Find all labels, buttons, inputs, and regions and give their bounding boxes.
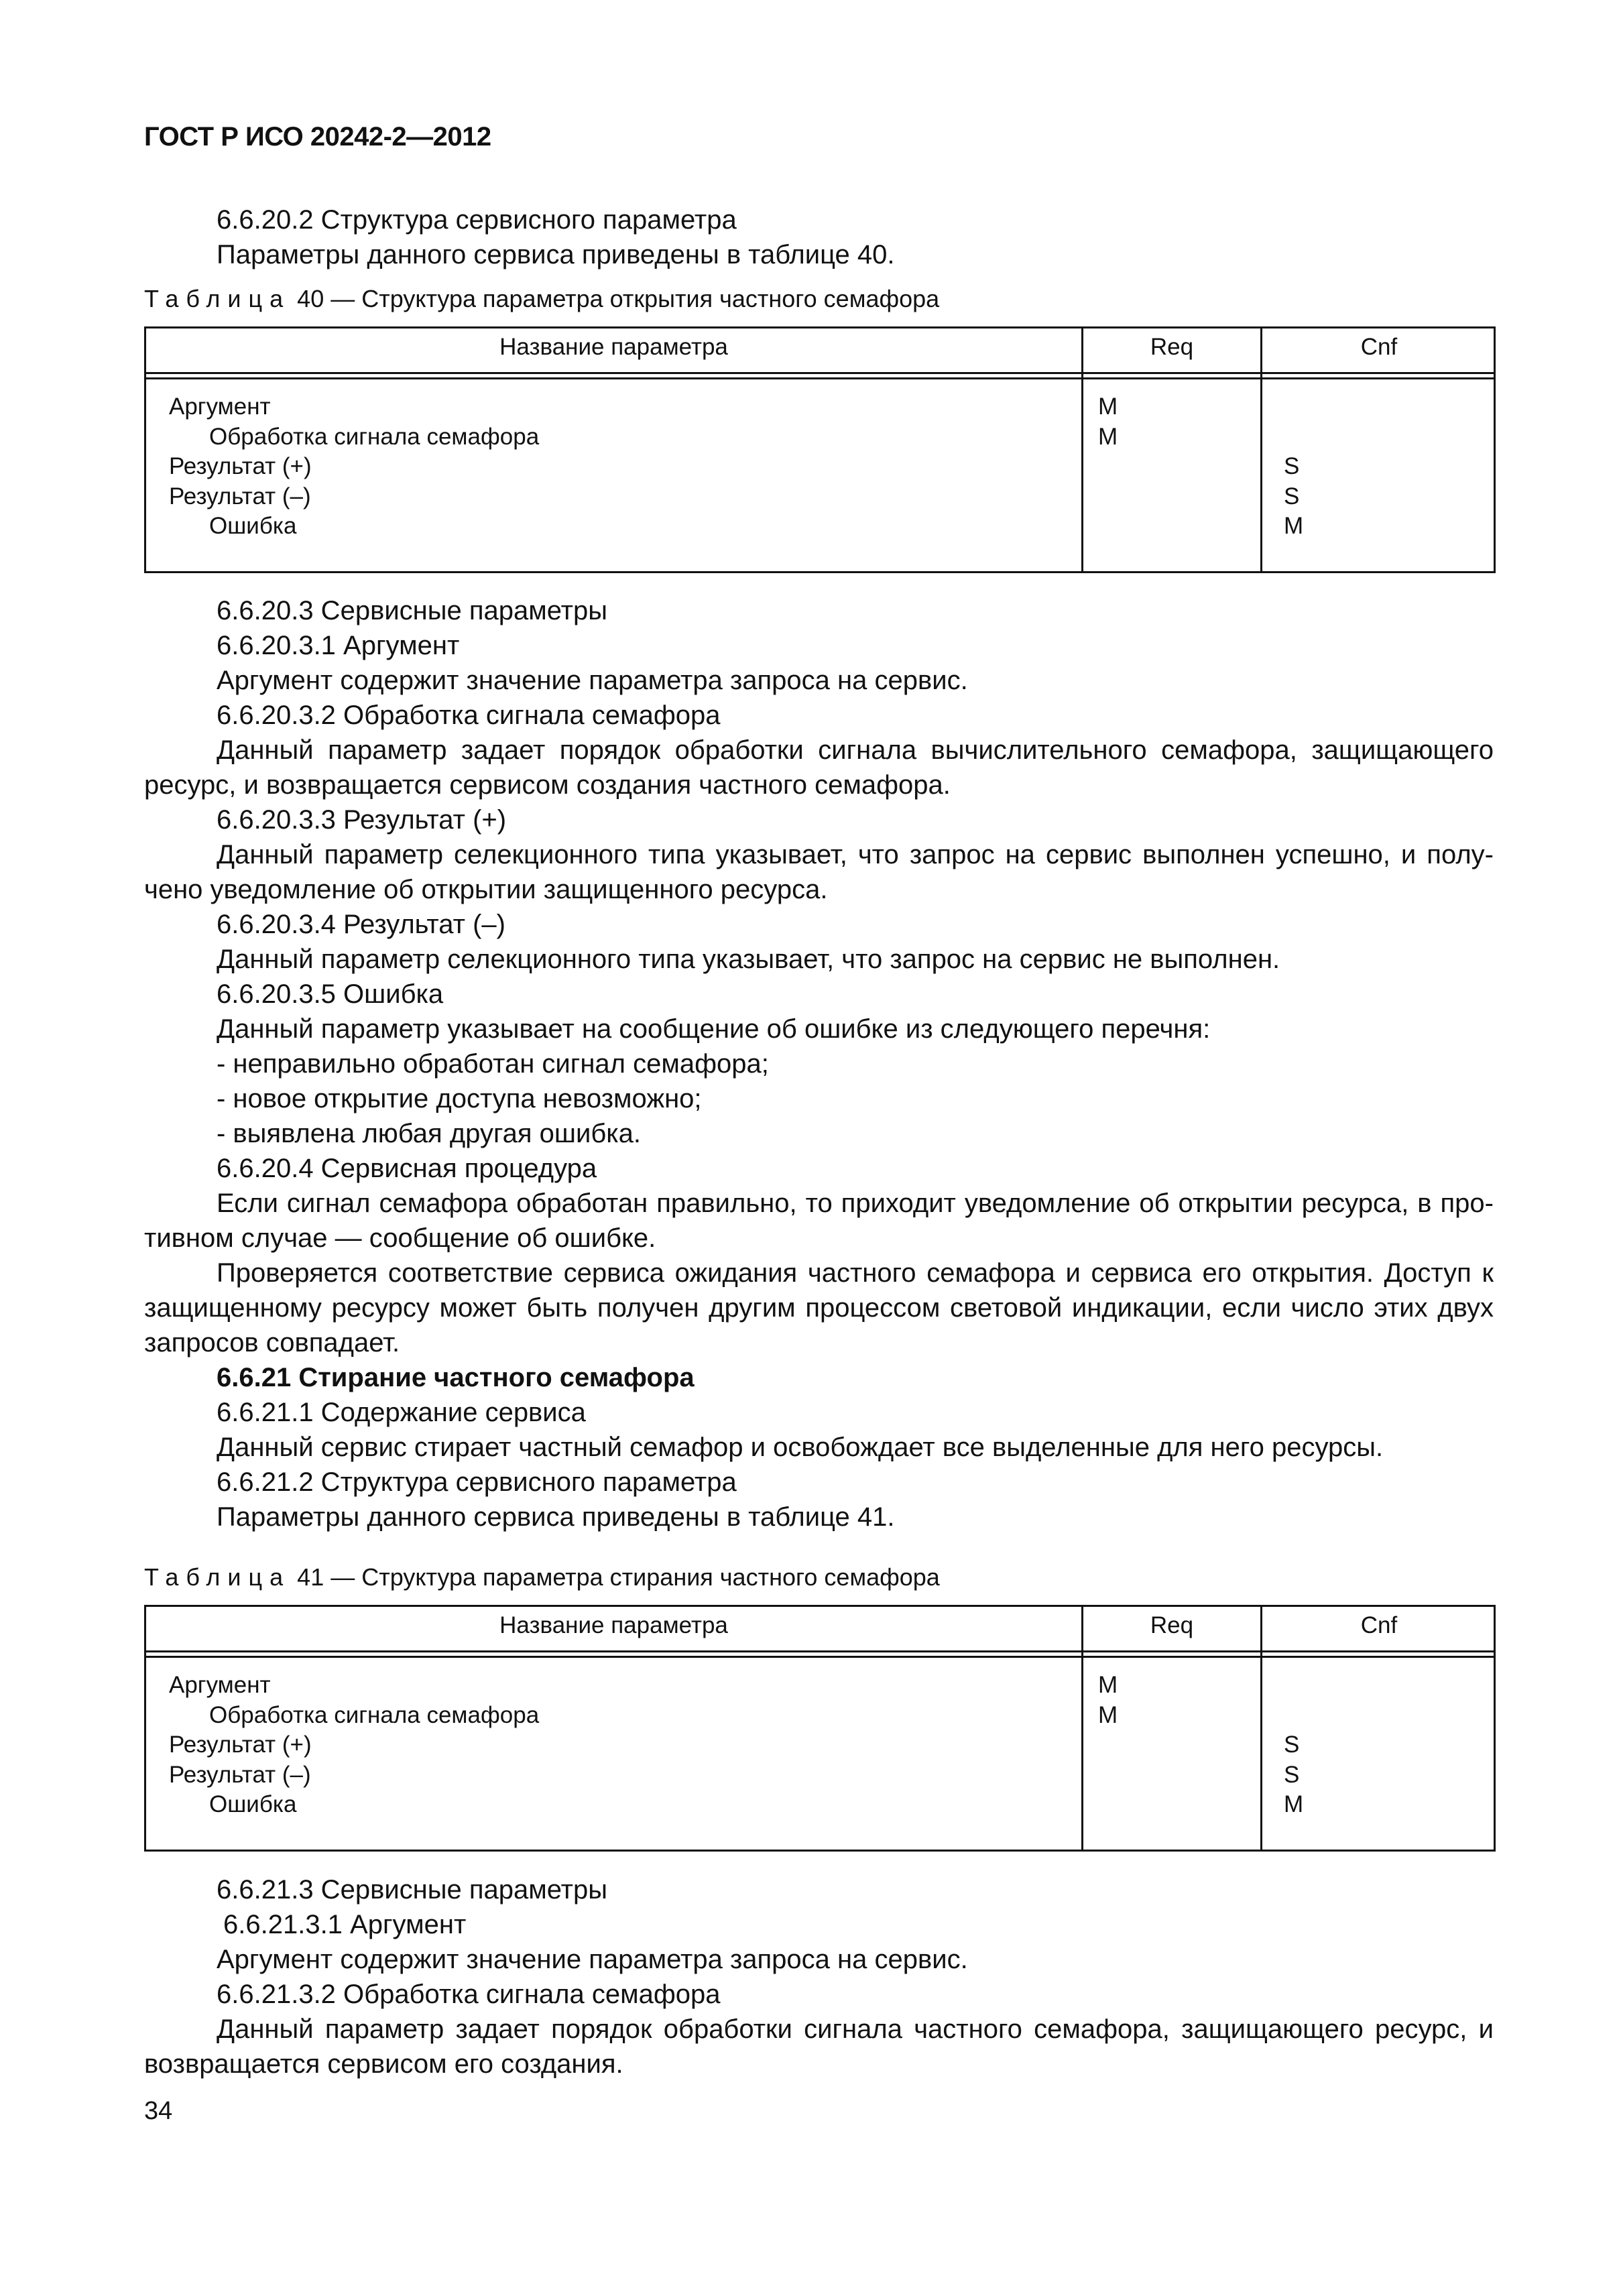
paragraph-line: защищенному ресурсу может быть получен другим процессом световой индикации, если число этих двух <box>144 1293 1494 1323</box>
paragraph-line: Параметры данного сервиса приведены в таблице 40. <box>217 240 895 269</box>
parameter-table-40 <box>144 326 1496 573</box>
table-cell: M <box>1098 423 1118 450</box>
table-cell <box>1098 1760 1118 1791</box>
table-cell: Результат (+) <box>169 453 312 479</box>
paragraph-line: возвращается сервисом его создания. <box>144 2049 623 2079</box>
paragraph-line: Аргумент содержит значение параметра запроса на сервис. <box>217 1945 968 1974</box>
table-cell <box>1098 452 1118 482</box>
table-cell: Ошибка <box>209 1791 297 1817</box>
document-header: ГОСТ Р ИСО 20242-2—2012 <box>144 122 491 152</box>
section-heading: 6.6.20.3.2 Обработка сигнала семафора <box>217 701 721 730</box>
column-divider <box>1260 328 1262 571</box>
table-cell: Аргумент <box>169 394 271 420</box>
section-heading: 6.6.20.3.5 Ошибка <box>217 979 444 1009</box>
section-heading: 6.6.20.2 Структура сервисного параметра <box>217 205 737 235</box>
paragraph-line: Данный параметр задает порядок обработки сигнала частного семафора, защищающего ресурс, и <box>217 2014 1494 2044</box>
table-cell: M <box>1284 1791 1304 1817</box>
table-caption-label: Таблица <box>144 1563 291 1591</box>
table-caption-text: 41 — Структура параметра стирания частного семафора <box>297 1563 940 1591</box>
table-cell <box>1284 422 1303 452</box>
section-heading-bold: 6.6.21 Стирание частного семафора <box>217 1363 695 1392</box>
header-divider <box>146 377 1494 379</box>
paragraph-line: Аргумент содержит значение параметра запроса на сервис. <box>217 666 968 695</box>
table-cell: M <box>1098 1701 1118 1728</box>
paragraph-line: запросов совпадает. <box>144 1328 400 1357</box>
section-heading: 6.6.21.1 Содержание сервиса <box>217 1398 586 1427</box>
column-header-cnf: Cnf <box>1360 1612 1398 1638</box>
table-cell: S <box>1284 483 1300 509</box>
table-cell: S <box>1284 453 1300 479</box>
cnf-column <box>1284 392 1303 542</box>
table-cell: Обработка сигнала семафора <box>209 1701 540 1728</box>
table-caption-label: Таблица <box>144 285 291 312</box>
table-cell: M <box>1098 394 1118 420</box>
cnf-column <box>1284 1671 1303 1820</box>
table-cell <box>1098 511 1118 542</box>
table-cell: Аргумент <box>169 1672 271 1698</box>
column-header-cnf: Cnf <box>1360 334 1398 360</box>
parameter-names-column <box>169 392 539 542</box>
column-header-req: Req <box>1150 1612 1194 1638</box>
section-heading: 6.6.20.3 Сервисные параметры <box>217 596 607 625</box>
table-caption <box>144 1563 940 1591</box>
table-cell <box>1284 1701 1303 1731</box>
table-cell: Результат (–) <box>169 483 311 509</box>
paragraph-line: чено уведомление об открытии защищенного ресурса. <box>144 875 828 904</box>
req-column <box>1098 392 1118 542</box>
table-cell: M <box>1284 513 1304 539</box>
table-cell: Обработка сигнала семафора <box>209 423 540 450</box>
section-heading: 6.6.20.3.4 Результат (–) <box>217 910 505 939</box>
list-item: - новое открытие доступа невозможно; <box>217 1084 702 1113</box>
header-divider <box>146 372 1494 374</box>
paragraph-line: Если сигнал семафора обработан правильно, то приходит уведомление об открытии ресурса, в про- <box>217 1189 1494 1218</box>
parameter-names-column <box>169 1671 539 1820</box>
list-item: - неправильно обработан сигнал семафора; <box>217 1049 769 1079</box>
column-header-name: Название параметра <box>499 1612 728 1638</box>
table-cell: M <box>1098 1672 1118 1698</box>
section-heading: 6.6.21.3.2 Обработка сигнала семафора <box>217 1980 721 2009</box>
paragraph-line: Данный параметр селекционного типа указывает, что запрос на сервис не выполнен. <box>217 945 1280 974</box>
list-item: - выявлена любая другая ошибка. <box>217 1119 642 1148</box>
column-divider <box>1081 1607 1083 1850</box>
table-caption <box>144 285 939 313</box>
parameter-table-41 <box>144 1605 1496 1852</box>
column-divider <box>1081 328 1083 571</box>
paragraph-line: Параметры данного сервиса приведены в таблице 41. <box>217 1502 895 1532</box>
section-heading: 6.6.20.3.3 Результат (+) <box>217 805 507 835</box>
column-header-name: Название параметра <box>499 334 728 360</box>
section-heading: 6.6.20.4 Сервисная процедура <box>217 1154 597 1183</box>
paragraph-line: Данный параметр задает порядок обработки сигнала вычислительного семафора, защищающего <box>217 735 1494 765</box>
header-divider <box>146 1656 1494 1658</box>
table-cell: S <box>1284 1761 1300 1788</box>
paragraph-line: ресурс, и возвращается сервисом создания частного семафора. <box>144 770 951 800</box>
paragraph-line: Данный параметр указывает на сообщение об ошибке из следующего перечня: <box>217 1014 1211 1044</box>
column-header-req: Req <box>1150 334 1194 360</box>
req-column <box>1098 1671 1118 1820</box>
table-cell: Результат (–) <box>169 1761 311 1788</box>
table-cell <box>1284 1671 1303 1701</box>
table-cell <box>1098 1790 1118 1820</box>
section-heading: 6.6.21.2 Структура сервисного параметра <box>217 1467 737 1497</box>
table-cell: Ошибка <box>209 513 297 539</box>
table-cell: S <box>1284 1732 1300 1758</box>
section-heading: 6.6.20.3.1 Аргумент <box>217 631 460 660</box>
table-cell <box>1098 482 1118 512</box>
table-cell <box>1098 1730 1118 1760</box>
paragraph-line: тивном случае — сообщение об ошибке. <box>144 1223 656 1253</box>
page-number: 34 <box>144 2097 173 2125</box>
section-heading: 6.6.21.3.1 Аргумент <box>223 1910 467 1939</box>
table-cell <box>1284 392 1303 422</box>
paragraph-line: Данный параметр селекционного типа указывает, что запрос на сервис выполнен успешно, и полу- <box>217 840 1494 869</box>
table-caption-text: 40 — Структура параметра открытия частного семафора <box>297 285 940 312</box>
header-divider <box>146 1650 1494 1652</box>
paragraph-line: Данный сервис стирает частный семафор и освобождает все выделенные для него ресурсы. <box>217 1433 1384 1462</box>
column-divider <box>1260 1607 1262 1850</box>
table-cell: Результат (+) <box>169 1732 312 1758</box>
paragraph-line: Проверяется соответствие сервиса ожидания частного семафора и сервиса его открытия. Доступ к <box>217 1258 1494 1288</box>
section-heading: 6.6.21.3 Сервисные параметры <box>217 1875 607 1905</box>
